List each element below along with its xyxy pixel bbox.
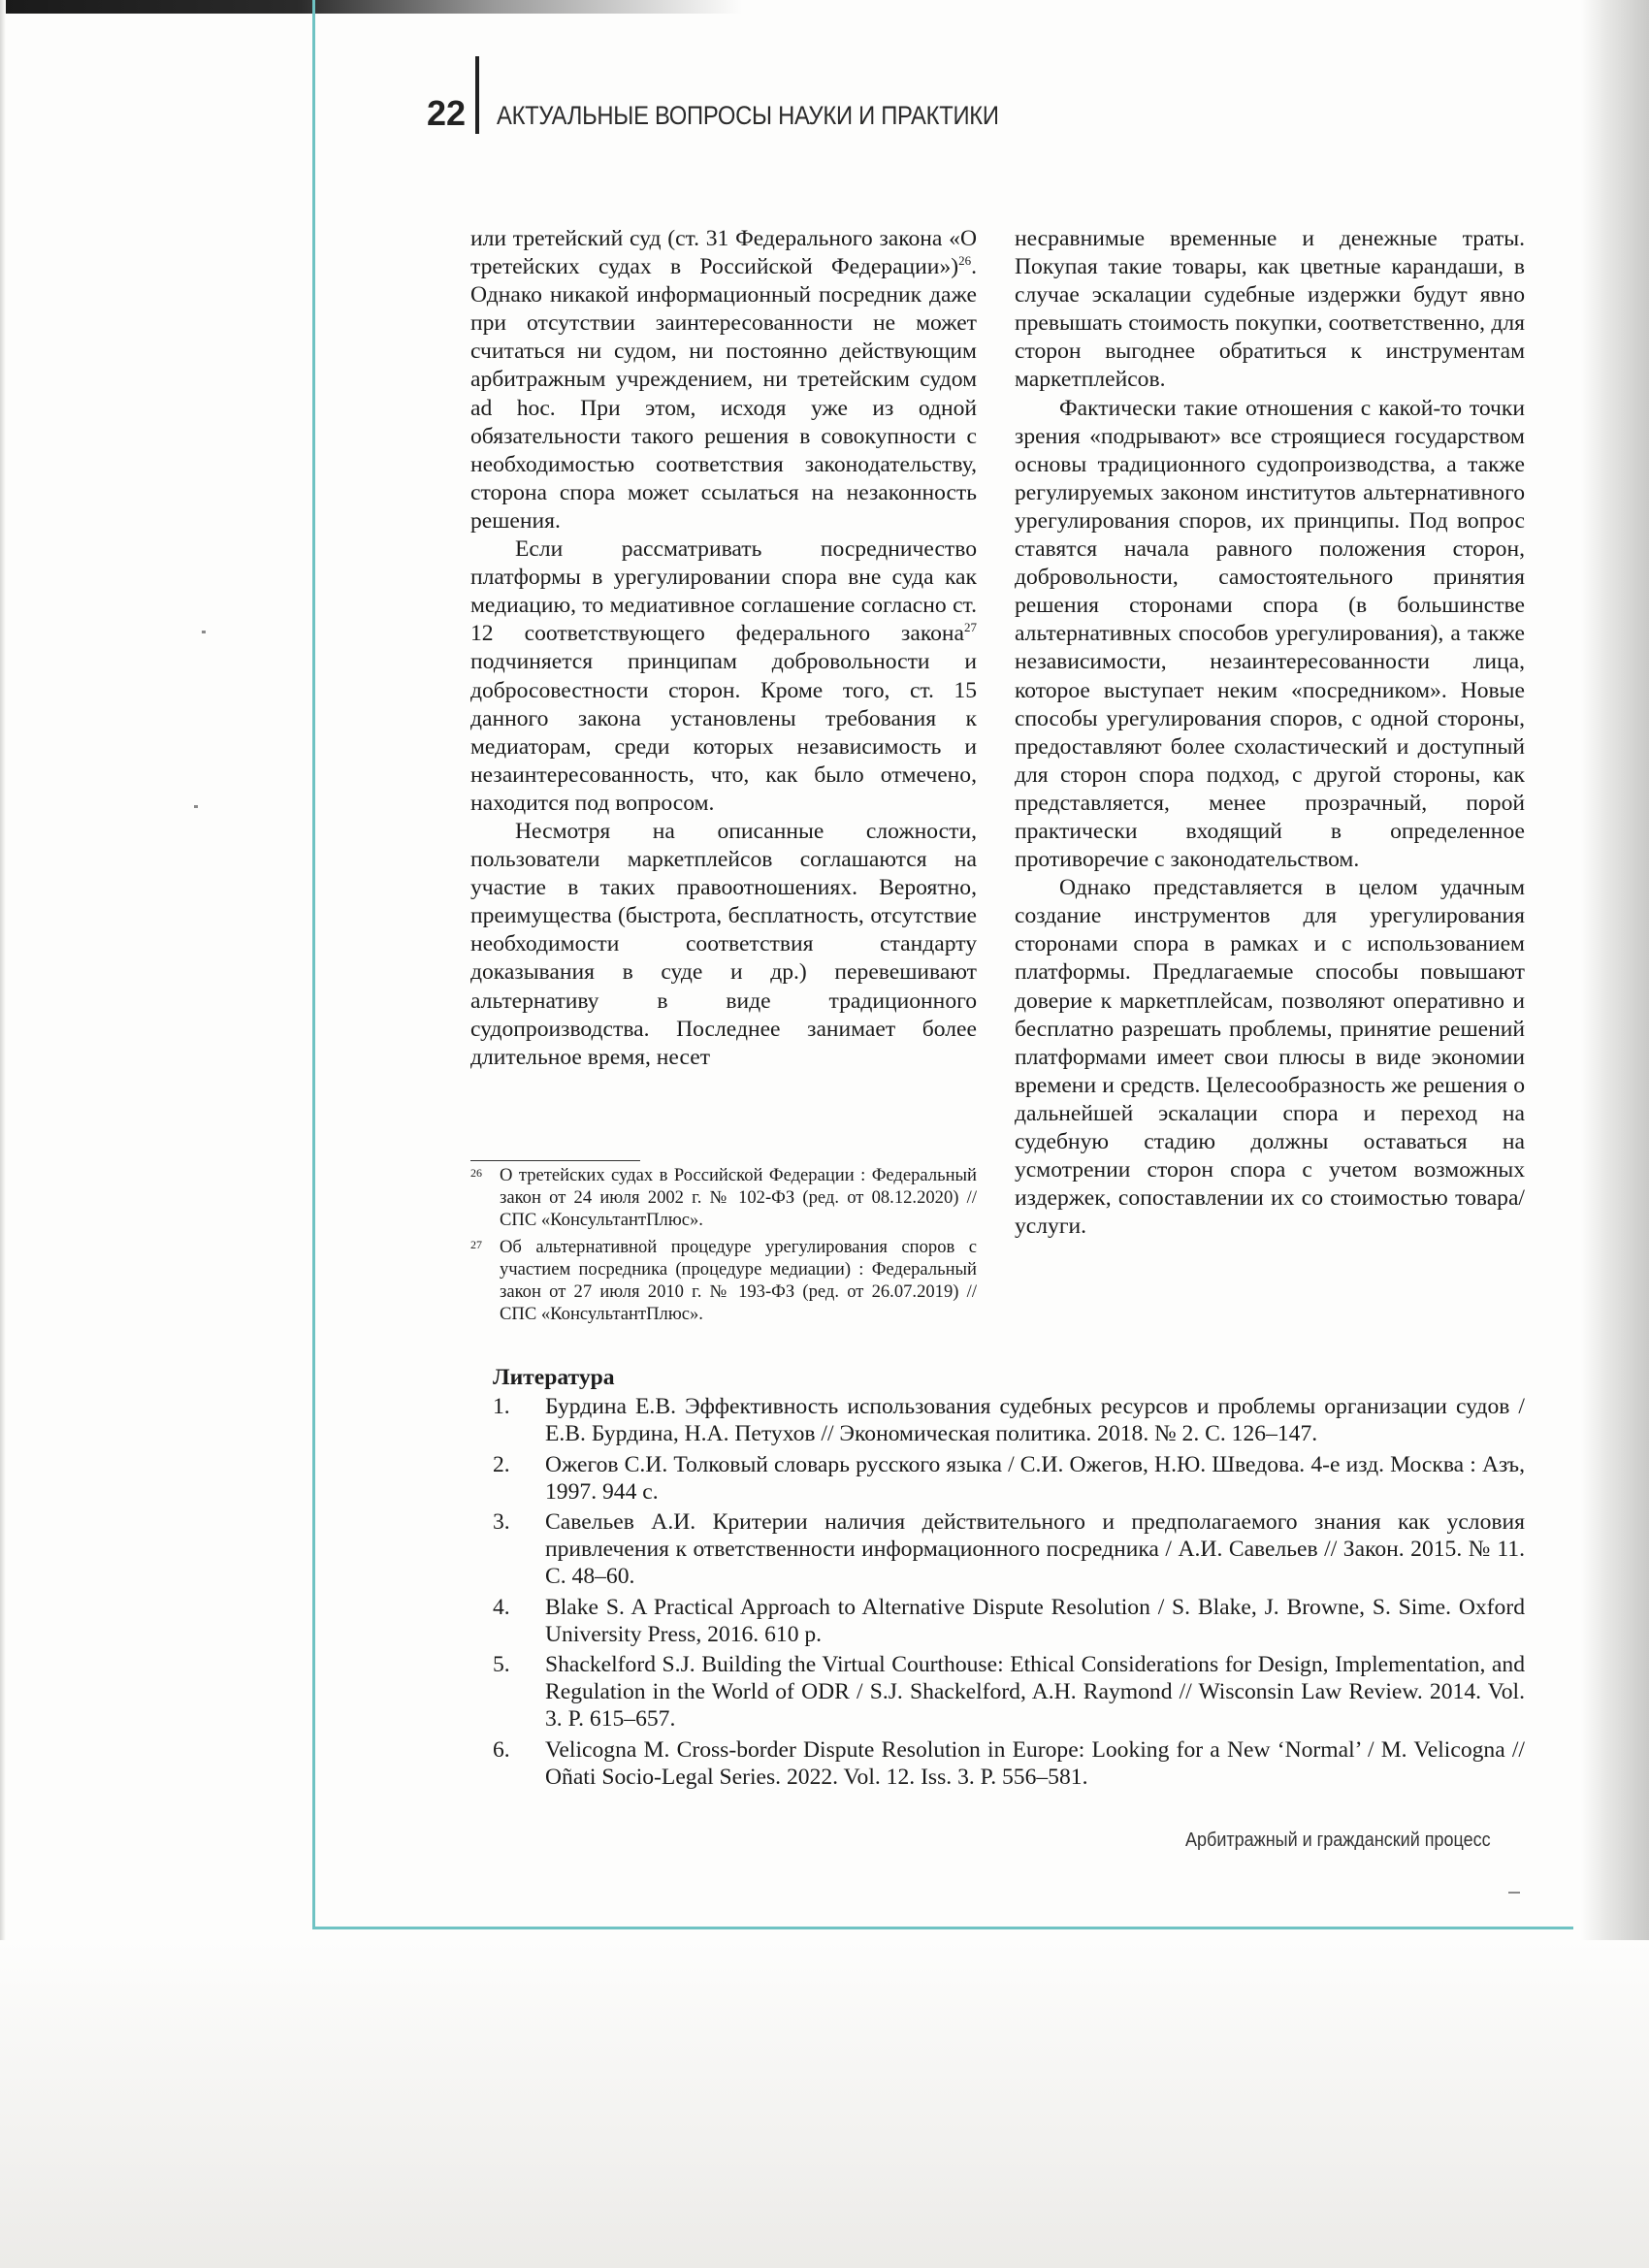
footnote-ref[interactable]: 27 xyxy=(964,620,977,635)
reference-item xyxy=(493,1508,1525,1591)
reference-number: 5. xyxy=(493,1652,510,1678)
paragraph-text: несравнимые временные и денежные траты. Покупая такие товары, как цветные карандаши, в случае эскалации судебные издержки будут явно превышать стоимость покупки, соответственно, для сторон выгоднее обратиться к инструментам маркетплейсов. xyxy=(1015,226,1525,393)
reference-number: 2. xyxy=(493,1451,510,1477)
footnotes xyxy=(470,1164,977,1329)
reference-text: Савельев А.И. Критерии наличия действительного и предполагаемого знания как условия привлечения к ответственности информационного посредника / А.И. Савельев // Закон. 2015. № 11. С. 48–60. xyxy=(545,1509,1525,1590)
running-footer-section: Арбитражный и гражданский процесс xyxy=(1185,1830,1491,1851)
footnote-number: 27 xyxy=(470,1237,482,1251)
footnote-rule xyxy=(470,1160,640,1161)
frame-line-vertical xyxy=(312,0,315,1928)
paragraph-text: Если рассматривать посредничество платформы в урегулировании спора вне суда как медиацию, то медиативное соглашение согласно ст. 12 соответствующего федерального закона xyxy=(470,536,977,647)
reference-number: 4. xyxy=(493,1594,510,1620)
reference-text: Ожегов С.И. Толковый словарь русского языка / С.И. Ожегов, Н.Ю. Шведова. 4-е изд. Москва : Азъ, 1997. 944 с. xyxy=(545,1451,1525,1505)
scan-edge-bottom xyxy=(0,1940,1649,2268)
scan-speck xyxy=(194,805,198,808)
scan-edge-top xyxy=(0,0,1649,14)
body-paragraph xyxy=(1015,395,1525,875)
reference-item xyxy=(493,1594,1525,1648)
frame-line-horizontal xyxy=(312,1927,1573,1929)
body-paragraph xyxy=(470,535,977,818)
footnote xyxy=(470,1164,977,1232)
reference-item xyxy=(493,1651,1525,1733)
reference-text: Бурдина Е.В. Эффективность использования судебных ресурсов и проблемы организации судов / Е.В. Бурдина, Н.А. Петухов // Экономическая политика. 2018. № 2. С. 126–147. xyxy=(545,1394,1525,1447)
running-header-title: АКТУАЛЬНЫЕ ВОПРОСЫ НАУКИ И ПРАКТИКИ xyxy=(497,101,999,130)
footnote-text: Об альтернативной процедуре урегулирования споров с участием посредника (процедуре медиации) : Федеральный закон от 27 июля 2010 г. № 193-ФЗ (ред. от 26.07.2019) // СПС «КонсультантПлюс». xyxy=(500,1236,977,1325)
header-divider xyxy=(475,56,479,134)
footnote-number: 26 xyxy=(470,1166,482,1180)
scan-speck xyxy=(202,631,206,633)
paragraph-text: Несмотря на описанные сложности, пользователи маркетплейсов соглашаются на участие в таких правоотношениях. Вероятно, преимущества (быстрота, бесплатность, отсутствие необходимости соответствия стандарту доказывания в суде и др.) перевешивают альтернативу в виде традиционного судопроизводства. Последнее занимает более длительное время, несет xyxy=(470,818,977,1070)
reference-text: Blake S. A Practical Approach to Alternative Dispute Resolution / S. Blake, J. Browne, S. Sime. Oxford University Press, 2016. 610 p. xyxy=(545,1594,1525,1647)
reference-text: Velicogna M. Cross-border Dispute Resolution in Europe: Looking for a New ‘Normal’ / M. Velicogna // Oñati Socio-Legal Series. 2022. Vol. 12. Iss. 3. P. 556–581. xyxy=(545,1736,1525,1790)
paragraph-text: или третейский суд (ст. 31 Федерального закона «О третейских судах в Российской Федерации») xyxy=(470,226,977,280)
text-column-right xyxy=(1015,225,1525,1241)
paragraph-text: Фактически такие отношения с какой-то точки зрения «подрывают» все строящиеся государством основы традиционного судопроизводства, а также регулируемых законом институтов альтернативного урегулирования споров, их принципы. Под вопрос ставятся начала равного положения сторон, добровольности, самостоятельного принятия решения сторонами спора (в большинстве альтернативных способов урегулирования), а также независимости, незаинтересованности лица, которое выступает неким «посредником». Новые способы урегулирования споров, с одной стороны, предоставляют более схоластический и доступный для сторон спора подход, с другой стороны, как представляется, менее прозрачный, порой практически входящий в определенное противоречие с законодательством. xyxy=(1015,395,1525,873)
reference-number: 1. xyxy=(493,1394,510,1420)
text-column-left xyxy=(470,225,977,1072)
body-paragraph xyxy=(1015,874,1525,1241)
reference-number: 3. xyxy=(493,1509,510,1536)
footnote-text: О третейских судах в Российской Федерации : Федеральный закон от 24 июля 2002 г. № 102-ФЗ (ред. от 08.12.2020) // СПС «КонсультантПлюс». xyxy=(500,1165,977,1231)
paragraph-text: Однако представляется в целом удачным создание инструментов для урегулирования сторонами спора в рамках и с использованием платформы. Предлагаемые способы повышают доверие к маркетплейсам, позволяют оперативно и бесплатно разрешать проблемы, принятие решений платформами имеет свои плюсы в виде экономии времени и средств. Целесообразность же решения о дальнейшей эскалации спора и переход на судебную стадию должны оставаться на усмотрении сторон спора с учетом возможных издержек, сопоставлении их со стоимостью товара/услуги. xyxy=(1015,875,1525,1240)
references-heading: Литература xyxy=(493,1365,615,1390)
body-paragraph xyxy=(470,818,977,1072)
reference-item xyxy=(493,1393,1525,1447)
scan-edge-left xyxy=(0,0,6,2268)
body-paragraph xyxy=(470,225,977,535)
footnote xyxy=(470,1236,977,1326)
reference-item xyxy=(493,1736,1525,1791)
page-number: 22 xyxy=(427,93,467,133)
reference-item xyxy=(493,1451,1525,1506)
references-section xyxy=(493,1364,1525,1794)
page-gutter-shadow xyxy=(1581,0,1649,2268)
paragraph-text: . Однако никакой информационный посредник даже при отсутствии заинтересованности не может считаться ни судом, ни постоянно действующим арбитражным учреждением, ни третейским судом ad hoc. При этом, исходя уже из одной обязательности такого решения в совокупности с необходимостью соответствия законодательству, сторона спора может ссылаться на незаконность решения. xyxy=(470,254,977,534)
paragraph-text: подчиняется принципам добровольности и добросовестности сторон. Кроме того, ст. 15 данного закона установлены требования к медиаторам, среди которых независимость и незаинтересованность, что, как было отмечено, находится под вопросом. xyxy=(470,649,977,816)
references-list xyxy=(493,1393,1525,1791)
scan-speck xyxy=(1508,1892,1520,1894)
body-paragraph xyxy=(1015,225,1525,395)
reference-text: Shackelford S.J. Building the Virtual Courthouse: Ethical Considerations for Design, Implementation, and Regulation in the World of ODR / S.J. Shackelford, A.H. Raymond // Wisconsin Law Review. 2014. Vol. 3. P. 615–657. xyxy=(545,1652,1525,1733)
reference-number: 6. xyxy=(493,1736,510,1763)
footnote-ref[interactable]: 26 xyxy=(958,253,972,269)
